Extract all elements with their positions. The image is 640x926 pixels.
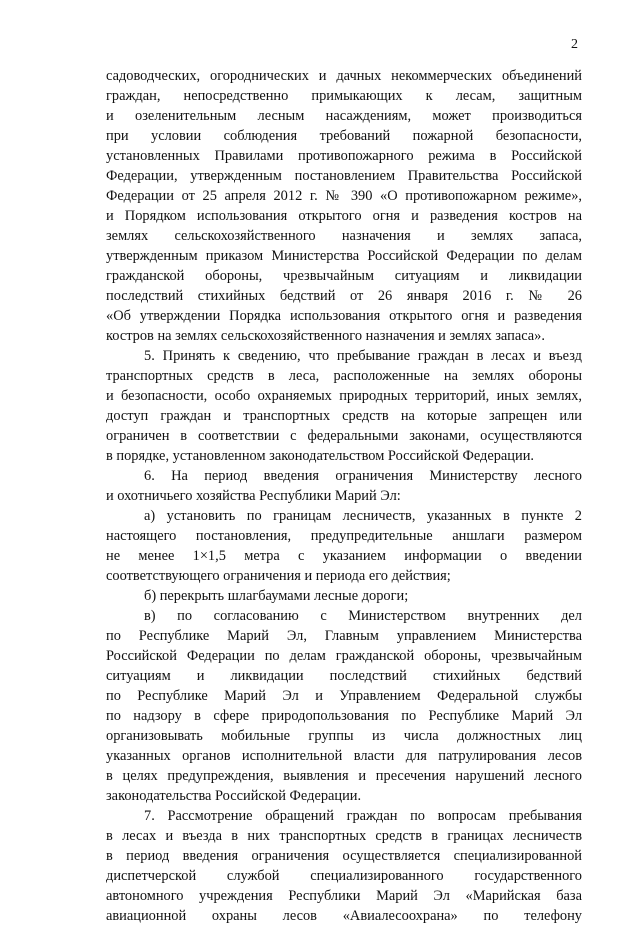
text-line: установленных Правилами противопожарного режима в Российской [106,148,582,164]
text-line: соответствующего ограничения и периода его действия; [106,568,451,584]
paragraph-6 [106,466,582,506]
text-line: в) по согласованию с Министерством внутренних дел [144,608,582,624]
text-line: 7. Рассмотрение обращений граждан по вопросам пребывания [144,808,582,824]
text-line: утвержденным приказом Министерства Российской Федерации по делам [106,248,582,264]
text-line: при условии соблюдения требований пожарной безопасности, [106,128,582,144]
text-line: не менее 1×1,5 метра с указанием информации о введении [106,548,582,564]
text-line: указанных органов исполнительной власти для патрулирования лесов [106,748,582,764]
text-line: автономного учреждения Республики Марий Эл «Марийская база [106,888,582,904]
page-number: 2 [571,37,578,52]
paragraph-6c [106,606,582,806]
text-line: и безопасности, особо охраняемых природных территорий, иных землях, [106,388,582,404]
text-line: авиационной охраны лесов «Авиалесоохрана» по телефону [106,908,582,924]
text-line: 5. Принять к сведению, что пребывание граждан в лесах и въезд [144,348,582,364]
text-line: гражданской обороны, чрезвычайным ситуациям и ликвидации [106,268,582,284]
text-line: ограничен в соответствии с федеральными законами, осуществляются [106,428,582,444]
text-line: и озеленительным лесным насаждениям, может производиться [106,108,582,124]
paragraph-6b [106,586,582,606]
paragraph-cont [106,66,582,346]
text-line: а) установить по границам лесничеств, указанных в пункте 2 [144,508,582,524]
document-body [106,66,582,926]
text-line: «Об утверждении Порядка использования открытого огня и разведения [106,308,582,324]
text-line: садоводческих, огороднических и дачных некоммерческих объединений [106,68,582,84]
text-line: настоящего постановления, предупредительные аншлаги размером [106,528,582,544]
text-line: в период введения ограничения осуществляется специализированной [106,848,582,864]
text-line: в лесах и въезда в них транспортных средств в границах лесничеств [106,828,582,844]
text-line: диспетчерской службой специализированного государственного [106,868,582,884]
text-line: граждан, непосредственно примыкающих к лесам, защитным [106,88,582,104]
text-line: доступ граждан и транспортных средств на которые запрещен или [106,408,582,424]
text-line: Федерации, утвержденным постановлением Правительства Российской [106,168,582,184]
text-line: транспортных средств в леса, расположенные на землях обороны [106,368,582,384]
text-line: в порядке, установленном законодательством Российской Федерации. [106,448,535,464]
text-line: по надзору в сфере природопользования по Республике Марий Эл [106,708,582,724]
text-line: последствий стихийных бедствий от 26 января 2016 г. № 26 [106,288,582,304]
text-line: и Порядком использования открытого огня и разведения костров на [106,208,582,224]
text-line: Федерации от 25 апреля 2012 г. № 390 «О противопожарном режиме», [106,188,582,204]
text-line: и охотничьего хозяйства Республики Марий Эл: [106,488,401,504]
text-line: Российской Федерации по делам гражданской обороны, чрезвычайным [106,648,582,664]
text-line: 6. На период введения ограничения Министерству лесного [144,468,582,484]
text-line: в целях предупреждения, выявления и пресечения нарушений лесного [106,768,582,784]
text-line: костров на землях сельскохозяйственного назначения и землях запаса». [106,328,545,344]
text-line: законодательства Российской Федерации. [106,788,362,804]
text-line: по Республике Марий Эл и Управлением Федеральной службы [106,688,582,704]
text-line: землях сельскохозяйственного назначения и землях запаса, [106,228,582,244]
text-line: ситуациям и ликвидации последствий стихийных бедствий [106,668,582,684]
paragraph-6a [106,506,582,586]
text-line: по Республике Марий Эл, Главным управлением Министерства [106,628,582,644]
text-line: б) перекрыть шлагбаумами лесные дороги; [144,588,409,604]
paragraph-5 [106,346,582,466]
paragraph-7 [106,806,582,926]
text-line: организовывать мобильные группы из числа должностных лиц [106,728,582,744]
